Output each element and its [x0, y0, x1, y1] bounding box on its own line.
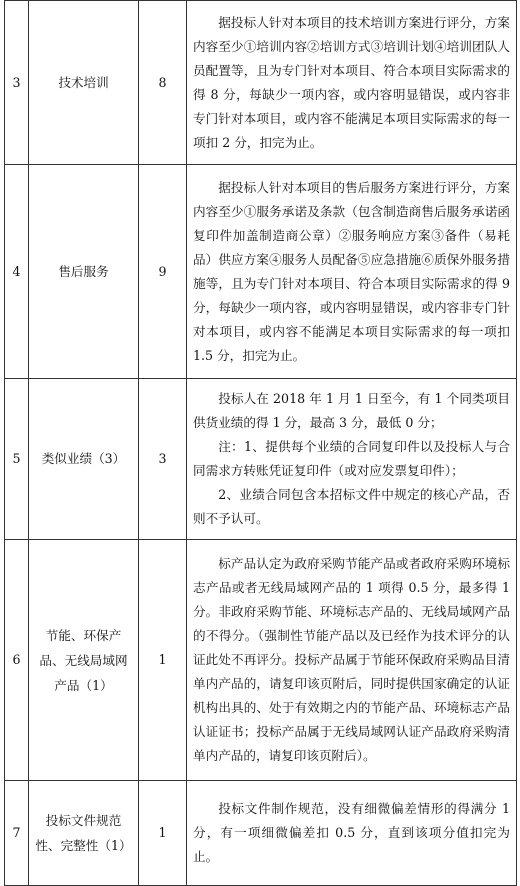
row-number: 5	[5, 379, 29, 540]
row-number: 3	[5, 1, 29, 165]
item-criteria	[187, 781, 517, 886]
criteria-paragraph: 投标人在 2018 年 1 月 1 日至今，有 1 个同类项目供货业绩的得 1 分，最高 3 分，最低 0 分；	[193, 391, 510, 430]
table-row	[5, 1, 517, 165]
item-criteria	[187, 1, 517, 165]
scoring-table	[4, 0, 517, 886]
criteria-paragraph: 据投标人针对本项目的售后服务方案进行评分，方案内容至少①服务承诺及条款（包含制造商售后服务承诺函复印件加盖制造商公章）②服务响应方案③备件（易耗品）供应方案④服务人员配备⑤应急措施⑥质保外服务措施等，且为专门针对本项目、符合本项目实际需求的得 9 分，每缺少一项内容，或内容明显错误，或内容非专门针对本项目，或内容不能满足本项目实际需求的每一项扣 1.5 分，扣完为止。	[193, 179, 510, 363]
table-row	[5, 781, 517, 886]
item-name: 售后服务	[29, 165, 139, 379]
item-points: 1	[139, 781, 187, 886]
table-row	[5, 540, 517, 781]
item-name: 节能、环保产品、无线局域网产品（1）	[29, 540, 139, 781]
item-points: 8	[139, 1, 187, 165]
criteria-paragraph: 据投标人针对本项目的技术培训方案进行评分，方案内容至少①培训内容②培训方式③培训计划④培训团队人员配置等，且为专门针对本项目、符合本项目实际需求的得 8 分，每缺少一项内容，或内容明显错误，或内容非专门针对本项目，或内容不能满足本项目实际需求的每一项扣 2 分，扣完为止。	[193, 14, 510, 150]
criteria-note: 注：1、提供每个业绩的合同复印件以及投标人与合同需求方转账凭证复印件（或对应发票复印件）；	[193, 439, 510, 478]
table-row	[5, 379, 517, 540]
item-points: 3	[139, 379, 187, 540]
criteria-note: 2、业绩合同包含本招标文件中规定的核心产品，否则不予认可。	[193, 487, 510, 526]
item-name: 类似业绩（3）	[29, 379, 139, 540]
item-criteria	[187, 540, 517, 781]
table-row	[5, 165, 517, 379]
row-number: 4	[5, 165, 29, 379]
row-number: 6	[5, 540, 29, 781]
item-name: 技术培训	[29, 1, 139, 165]
row-number: 7	[5, 781, 29, 886]
criteria-paragraph: 标产品认定为政府采购节能产品或者政府采购环境标志产品或者无线局域网产品的 1 项得 0.5 分，最多得 1 分。非政府采购节能、环境标志产品的、无线局域网产品的不得分。（强制性节能产品以及已经作为技术评分的认证此处不再评分。投标产品属于节能环保政府采购品目清单内产品的，请复印该页附后，同时提供国家确定的认证机构出具的、处于有效期之内的节能产品、环境标志产品认证证书；投标产品属于无线局域网认证产品政府采购清单内产品的，请复印该页附后）。	[193, 556, 510, 763]
item-criteria	[187, 379, 517, 540]
item-name: 投标文件规范性、完整性（1）	[29, 781, 139, 886]
item-criteria	[187, 165, 517, 379]
criteria-paragraph: 投标文件制作规范，没有细微偏差情形的得满分 1 分，有一项细微偏差扣 0.5 分，直到该项分值扣完为止。	[193, 801, 510, 864]
item-points: 1	[139, 540, 187, 781]
item-points: 9	[139, 165, 187, 379]
